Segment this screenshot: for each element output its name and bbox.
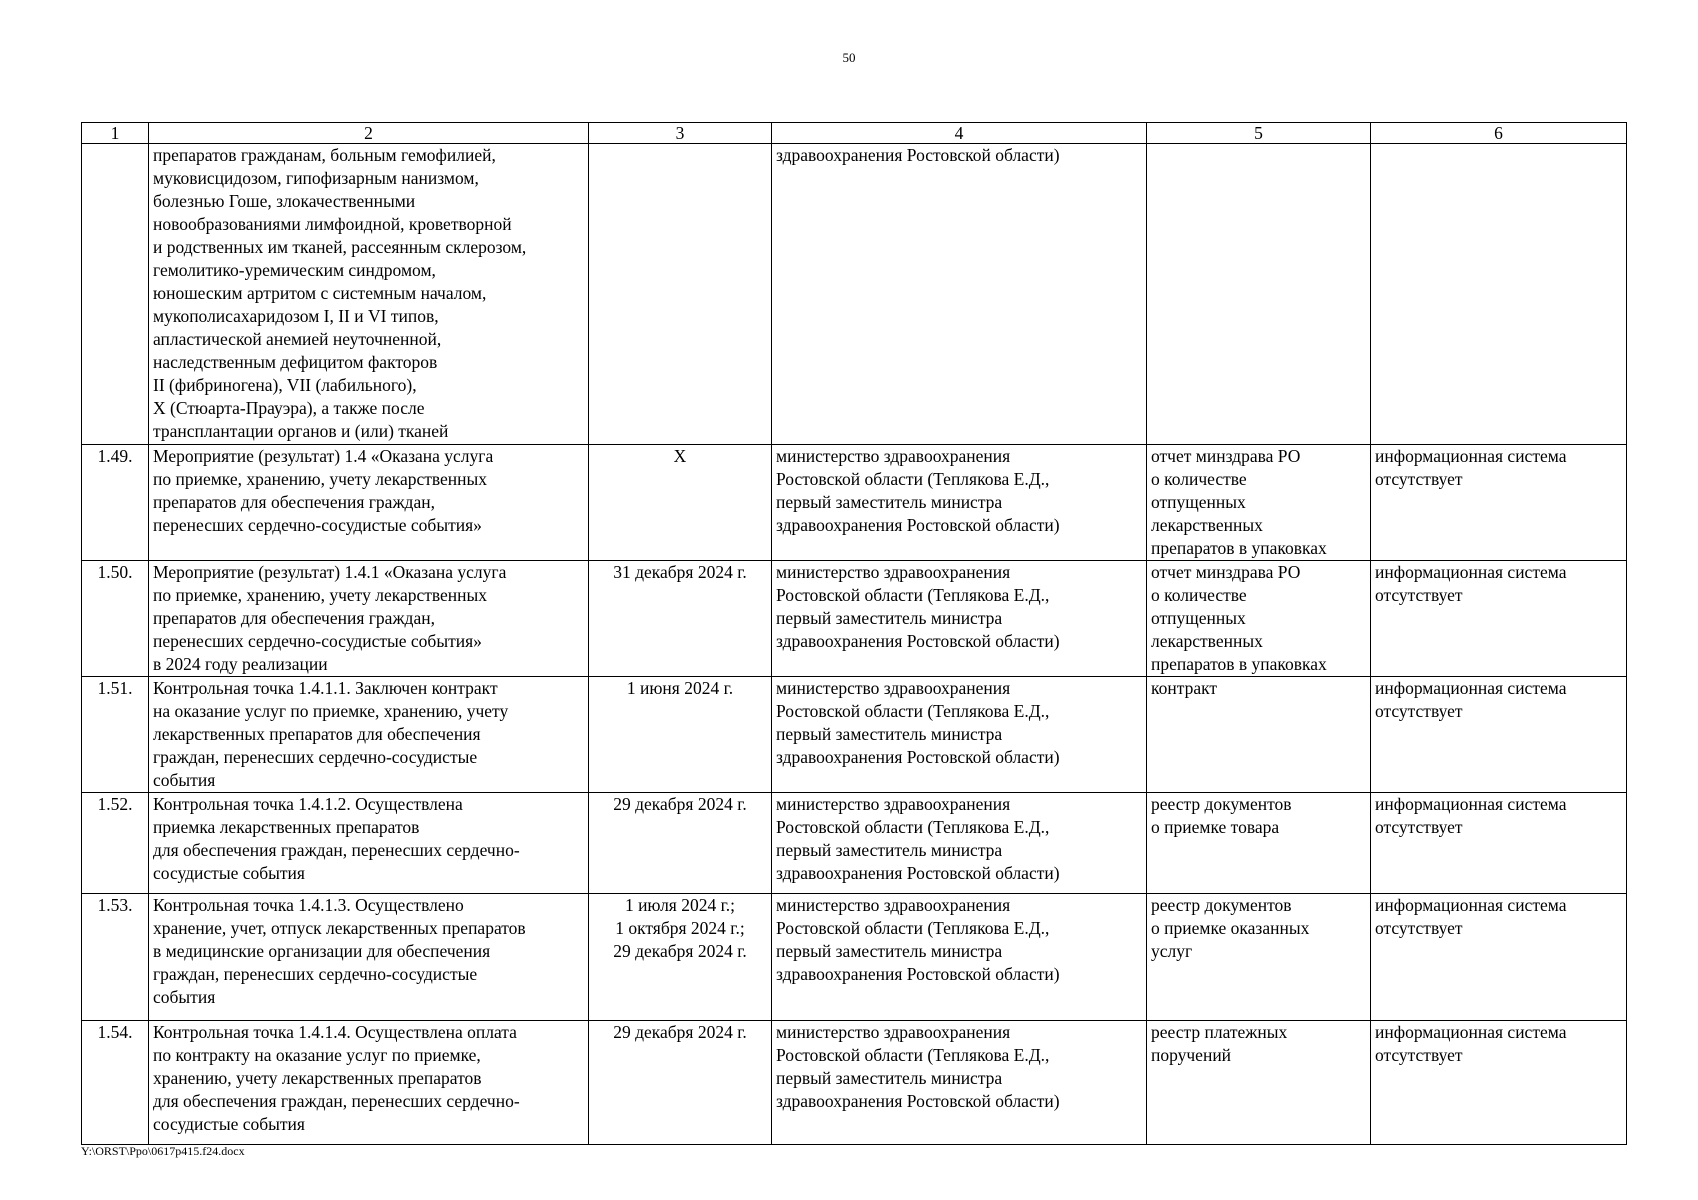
cell-line: информационная система — [1375, 446, 1567, 466]
cell-line: болезнью Гоше, злокачественными — [153, 191, 416, 211]
row-description — [149, 445, 589, 561]
cell-line: новообразованиями лимфоидной, кроветворной — [153, 214, 512, 234]
table-row — [82, 144, 1627, 445]
cell-line: гемолитико-уремическим синдромом, — [153, 260, 436, 280]
row-responsible — [772, 1021, 1147, 1145]
table-row — [82, 1021, 1627, 1145]
cell-line: хранению, учету лекарственных препаратов — [153, 1068, 482, 1088]
cell-line: первый заместитель министра — [776, 941, 1003, 961]
row-date — [589, 445, 772, 561]
cell-line: Мероприятие (результат) 1.4.1 «Оказана услуга — [153, 562, 507, 582]
row-date — [589, 793, 772, 894]
cell-line: по контракту на оказание услуг по приемке, — [153, 1045, 481, 1065]
cell-line: отчет минздрава РО — [1151, 446, 1301, 466]
row-date — [589, 144, 772, 445]
cell-line: отсутствует — [1375, 1045, 1463, 1065]
table-row — [82, 561, 1627, 677]
cell-line: перенесших сердечно-сосудистые события» — [153, 515, 482, 535]
row-number: 1.52. — [82, 793, 149, 894]
cell-line: отпущенных — [1151, 608, 1246, 628]
cell-line: сосудистые события — [153, 1114, 305, 1134]
cell-line: 1 июня 2024 г. — [626, 678, 734, 698]
cell-line: муковисцидозом, гипофизарным нанизмом, — [153, 168, 479, 188]
cell-line: первый заместитель министра — [776, 1068, 1003, 1088]
cell-line: Мероприятие (результат) 1.4 «Оказана услуга — [153, 446, 494, 466]
row-number — [82, 144, 149, 445]
column-header: 1 — [82, 123, 149, 144]
row-info-system — [1371, 793, 1627, 894]
cell-line: информационная система — [1375, 794, 1567, 814]
cell-line: сосудистые события — [153, 863, 305, 883]
cell-line: министерство здравоохранения — [776, 446, 1011, 466]
cell-line: реестр документов — [1151, 895, 1292, 915]
row-number: 1.49. — [82, 445, 149, 561]
column-header: 4 — [772, 123, 1147, 144]
cell-line: наследственным дефицитом факторов — [153, 352, 438, 372]
cell-line: поручений — [1151, 1045, 1232, 1065]
row-info-system — [1371, 561, 1627, 677]
cell-line: Ростовской области (Теплякова Е.Д., — [776, 469, 1050, 489]
row-responsible — [772, 144, 1147, 445]
column-header: 6 — [1371, 123, 1627, 144]
table-row — [82, 793, 1627, 894]
row-date — [589, 894, 772, 1021]
cell-line: препаратов для обеспечения граждан, — [153, 608, 435, 628]
cell-line: 29 декабря 2024 г. — [613, 794, 747, 814]
row-description — [149, 894, 589, 1021]
cell-line: министерство здравоохранения — [776, 895, 1011, 915]
cell-line: отсутствует — [1375, 701, 1463, 721]
cell-line: отсутствует — [1375, 585, 1463, 605]
cell-line: здравоохранения Ростовской области) — [776, 1091, 1060, 1111]
cell-line: 1 октября 2024 г.; — [615, 918, 745, 938]
cell-line: информационная система — [1375, 678, 1567, 698]
row-document — [1147, 445, 1371, 561]
row-description — [149, 561, 589, 677]
cell-line: 31 декабря 2024 г. — [613, 562, 747, 582]
cell-line: препаратов в упаковках — [1151, 538, 1327, 558]
row-responsible — [772, 894, 1147, 1021]
cell-line: контракт — [1151, 678, 1218, 698]
cell-line: Контрольная точка 1.4.1.1. Заключен контракт — [153, 678, 498, 698]
cell-line: здравоохранения Ростовской области) — [776, 631, 1060, 651]
row-document — [1147, 894, 1371, 1021]
cell-line: по приемке, хранению, учету лекарственных — [153, 585, 488, 605]
row-info-system — [1371, 144, 1627, 445]
cell-line: министерство здравоохранения — [776, 562, 1011, 582]
row-document — [1147, 793, 1371, 894]
cell-line: отпущенных — [1151, 492, 1246, 512]
row-date — [589, 677, 772, 793]
cell-line: X — [673, 446, 687, 466]
row-responsible — [772, 677, 1147, 793]
row-number: 1.51. — [82, 677, 149, 793]
cell-line: первый заместитель министра — [776, 492, 1003, 512]
row-description — [149, 793, 589, 894]
cell-line: перенесших сердечно-сосудистые события» — [153, 631, 482, 651]
cell-line: препаратов в упаковках — [1151, 654, 1327, 674]
cell-line: здравоохранения Ростовской области) — [776, 145, 1060, 165]
row-date — [589, 1021, 772, 1145]
cell-line: реестр платежных — [1151, 1022, 1288, 1042]
cell-line: реестр документов — [1151, 794, 1292, 814]
cell-line: отсутствует — [1375, 918, 1463, 938]
cell-line: о количестве — [1151, 469, 1247, 489]
cell-line: первый заместитель министра — [776, 724, 1003, 744]
cell-line: здравоохранения Ростовской области) — [776, 964, 1060, 984]
cell-line: граждан, перенесших сердечно-сосудистые — [153, 964, 478, 984]
file-path: Y:\ORST\Ppo\0617p415.f24.docx — [81, 1144, 245, 1158]
row-document — [1147, 1021, 1371, 1145]
cell-line: хранение, учет, отпуск лекарственных препаратов — [153, 918, 526, 938]
row-responsible — [772, 561, 1147, 677]
column-header: 5 — [1147, 123, 1371, 144]
table-row — [82, 894, 1627, 1021]
cell-line: X (Стюарта-Прауэра), а также после — [153, 398, 425, 418]
cell-line: трансплантации органов и (или) тканей — [153, 421, 449, 441]
cell-line: препаратов для обеспечения граждан, — [153, 492, 435, 512]
cell-line: в медицинские организации для обеспечения — [153, 941, 491, 961]
row-number: 1.54. — [82, 1021, 149, 1145]
column-header: 3 — [589, 123, 772, 144]
column-header: 2 — [149, 123, 589, 144]
row-number: 1.53. — [82, 894, 149, 1021]
cell-line: Ростовской области (Теплякова Е.Д., — [776, 817, 1050, 837]
cell-line: о приемке товара — [1151, 817, 1280, 837]
row-document — [1147, 677, 1371, 793]
row-number: 1.50. — [82, 561, 149, 677]
cell-line: 29 декабря 2024 г. — [613, 941, 747, 961]
cell-line: на оказание услуг по приемке, хранению, учету — [153, 701, 509, 721]
row-description — [149, 677, 589, 793]
cell-line: Контрольная точка 1.4.1.4. Осуществлена оплата — [153, 1022, 517, 1042]
row-info-system — [1371, 894, 1627, 1021]
cell-line: о количестве — [1151, 585, 1247, 605]
cell-line: юношеским артритом с системным началом, — [153, 283, 487, 303]
cell-line: Ростовской области (Теплякова Е.Д., — [776, 1045, 1050, 1065]
cell-line: министерство здравоохранения — [776, 1022, 1011, 1042]
cell-line: Контрольная точка 1.4.1.2. Осуществлена — [153, 794, 463, 814]
row-info-system — [1371, 1021, 1627, 1145]
cell-line: и родственных им тканей, рассеянным склерозом, — [153, 237, 527, 257]
page-number: 50 — [842, 50, 856, 65]
cell-line: события — [153, 770, 216, 790]
cell-line: апластической анемией неуточненной, — [153, 329, 442, 349]
cell-line: отчет минздрава РО — [1151, 562, 1301, 582]
cell-line: для обеспечения граждан, перенесших сердечно- — [153, 1091, 520, 1111]
cell-line: первый заместитель министра — [776, 840, 1003, 860]
cell-line: граждан, перенесших сердечно-сосудистые — [153, 747, 478, 767]
cell-line: лекарственных — [1151, 631, 1263, 651]
cell-line: 1 июля 2024 г.; — [624, 895, 736, 915]
cell-line: события — [153, 987, 216, 1007]
row-info-system — [1371, 445, 1627, 561]
cell-line: мукополисахаридозом I, II и VI типов, — [153, 306, 439, 326]
cell-line: информационная система — [1375, 1022, 1567, 1042]
cell-line: отсутствует — [1375, 817, 1463, 837]
cell-line: Ростовской области (Теплякова Е.Д., — [776, 585, 1050, 605]
cell-line: первый заместитель министра — [776, 608, 1003, 628]
cell-line: о приемке оказанных — [1151, 918, 1310, 938]
cell-line: Ростовской области (Теплякова Е.Д., — [776, 918, 1050, 938]
table-row — [82, 677, 1627, 793]
cell-line: министерство здравоохранения — [776, 678, 1011, 698]
header-row — [82, 123, 1627, 144]
cell-line: в 2024 году реализации — [153, 654, 328, 674]
cell-line: отсутствует — [1375, 469, 1463, 489]
row-description — [149, 144, 589, 445]
cell-line: министерство здравоохранения — [776, 794, 1011, 814]
cell-line: для обеспечения граждан, перенесших сердечно- — [153, 840, 520, 860]
cell-line: 29 декабря 2024 г. — [613, 1022, 747, 1042]
cell-line: препаратов гражданам, больным гемофилией, — [153, 145, 496, 165]
row-responsible — [772, 793, 1147, 894]
row-document — [1147, 144, 1371, 445]
row-description — [149, 1021, 589, 1145]
cell-line: по приемке, хранению, учету лекарственных — [153, 469, 488, 489]
row-document — [1147, 561, 1371, 677]
cell-line: лекарственных препаратов для обеспечения — [153, 724, 481, 744]
cell-line: II (фибриногена), VII (лабильного), — [153, 375, 417, 395]
cell-line: здравоохранения Ростовской области) — [776, 515, 1060, 535]
cell-line: информационная система — [1375, 562, 1567, 582]
cell-line: здравоохранения Ростовской области) — [776, 747, 1060, 767]
cell-line: лекарственных — [1151, 515, 1263, 535]
row-info-system — [1371, 677, 1627, 793]
cell-line: услуг — [1151, 941, 1193, 961]
cell-line: здравоохранения Ростовской области) — [776, 863, 1060, 883]
row-date — [589, 561, 772, 677]
cell-line: информационная система — [1375, 895, 1567, 915]
cell-line: приемка лекарственных препаратов — [153, 817, 420, 837]
table-row — [82, 445, 1627, 561]
row-responsible — [772, 445, 1147, 561]
document-table — [81, 122, 1627, 1145]
cell-line: Контрольная точка 1.4.1.3. Осуществлено — [153, 895, 464, 915]
cell-line: Ростовской области (Теплякова Е.Д., — [776, 701, 1050, 721]
